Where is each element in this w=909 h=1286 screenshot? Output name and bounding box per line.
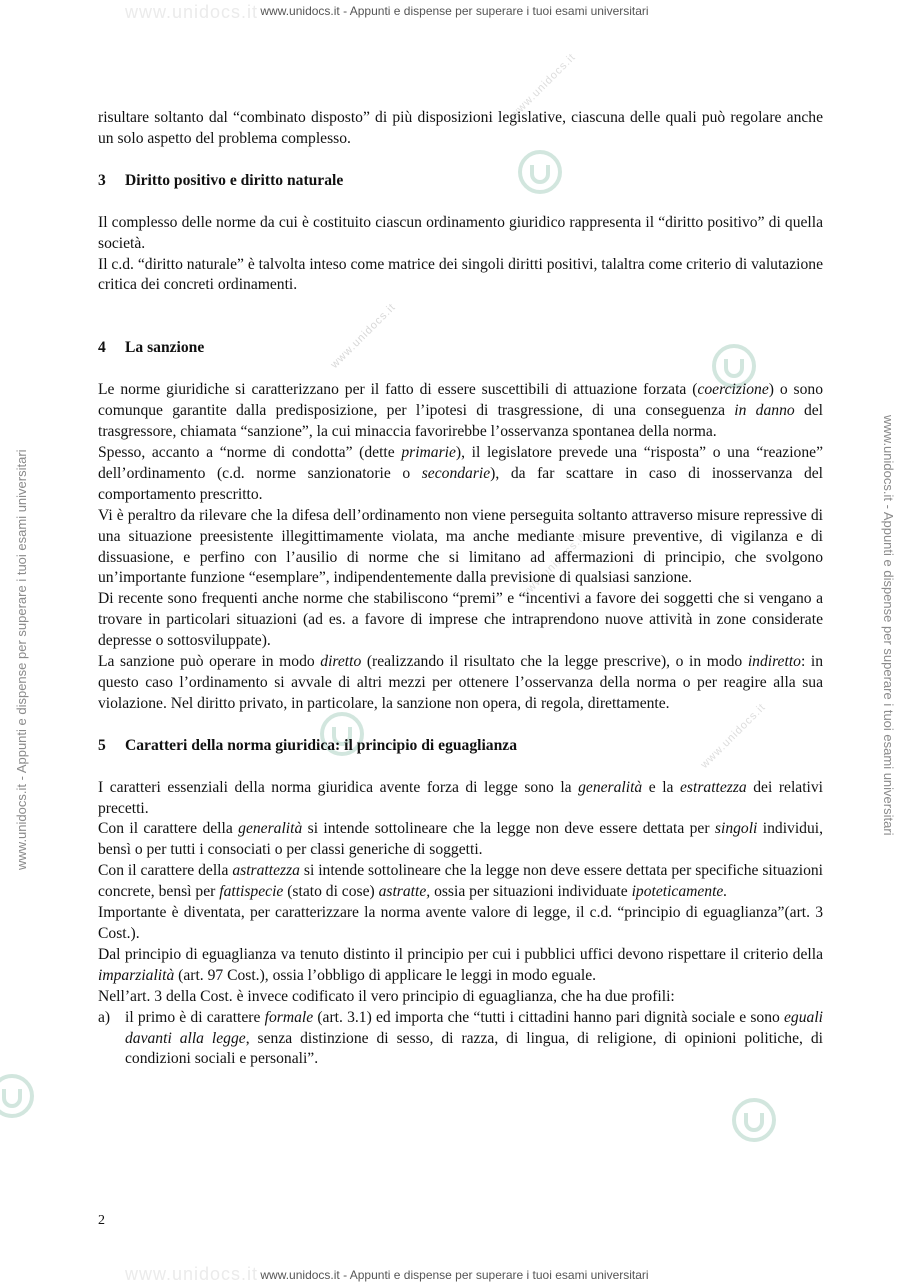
spacer [98, 715, 823, 736]
ghost-watermark: www.unidocs.it [125, 2, 259, 22]
paragraph: Il c.d. “diritto naturale” è talvolta inteso come matrice dei singoli diritti positivi, talaltra come criterio di valutazione critica dei concreti ordinamenti. [98, 255, 823, 294]
section-number: 5 [98, 736, 106, 754]
paragraph: Vi è peraltro da rilevare che la difesa dell’ordinamento non viene perseguita soltanto attraverso misure repressive di una situazione preesistente illegittimamente violata, ma anche mediante misure preventive, di vigilanza e di dissuasione, e perfino con l’ausilio di norme che si limitano ad affermazioni di principio, che svolgono un’importante funzione “esemplare”, indipendentemente dalla previsione di qualsiasi sanzione. [98, 506, 823, 587]
paragraph: I caratteri essenziali della norma giuridica avente forza di legge sono la generalità e la estrattezza dei relativi precetti. [98, 778, 823, 817]
list-item [98, 1008, 823, 1071]
section-title: Diritto positivo e diritto naturale [125, 171, 344, 189]
spacer [98, 757, 823, 778]
section-number: 4 [98, 339, 106, 357]
paragraph: Dal principio di eguaglianza va tenuto distinto il principio per cui i pubblici uffici devono rispettare il criterio della imparzialità (art. 97 Cost.), ossia l’obbligo di applicare le leggi in modo eguale. [98, 945, 823, 984]
paragraph: Di recente sono frequenti anche norme che stabiliscono “premi” e “incentivi a favore dei soggetti che si vengano a trovare in particolari situazioni (ad es. a favore di imprese che intraprendono nuove attività in zone considerate depresse o sottosviluppate). [98, 590, 823, 650]
paragraph: Nell’art. 3 della Cost. è invece codificato il vero principio di eguaglianza, che ha due profili: [98, 987, 675, 1005]
ghost-watermark: www.unidocs.it [508, 51, 579, 121]
header-watermark: www.unidocs.it - Appunti e dispense per superare i tuoi esami universitari [260, 4, 649, 18]
ghost-watermark: www.unidocs.it [328, 301, 399, 371]
section-heading [98, 171, 823, 192]
left-side-watermark: www.unidocs.it - Appunti e dispense per superare i tuoi esami universitari [14, 449, 29, 870]
list-item-text: il primo è di carattere formale (art. 3.1) ed importa che “tutti i cittadini hanno pari dignità sociale e sono eguali davanti alla legge, senza distinzione di sesso, di razza, di lingua, di religione, di opinioni politiche, di condizioni sociali e personali”. [125, 1008, 823, 1068]
principle-list [98, 1008, 823, 1071]
footer-watermark: www.unidocs.it - Appunti e dispense per superare i tuoi esami universitari [260, 1268, 649, 1282]
ghost-watermark: www.unidocs.it [125, 1264, 259, 1284]
section-heading [98, 736, 823, 757]
right-side-watermark: www.unidocs.it - Appunti e dispense per superare i tuoi esami universitari [881, 415, 896, 836]
ghost-watermark: www.unidocs.it [518, 531, 589, 601]
section-heading [98, 338, 823, 359]
paragraph: Con il carattere della astrattezza si intende sottolineare che la legge non deve essere dettata per specifiche situazioni concrete, bensì per fattispecie (stato di cose) astratte, ossia per situazioni individuate ipoteticamente. [98, 862, 823, 901]
unidocs-logo-icon [0, 1072, 36, 1120]
spacer [98, 296, 823, 338]
spacer [98, 359, 823, 380]
paragraph: Il complesso delle norme da cui è costituito ciascun ordinamento giuridico rappresenta il “diritto positivo” di quella società. [98, 213, 823, 252]
unidocs-logo-icon [730, 1096, 778, 1144]
section-number: 3 [98, 171, 106, 189]
spacer [98, 192, 823, 213]
paragraph: Importante è diventata, per caratterizzare la norma avente valore di legge, il c.d. “principio di eguaglianza”(art. 3 Cost.). [98, 904, 823, 942]
page-number: 2 [98, 1213, 105, 1228]
section-title: La sanzione [125, 339, 205, 357]
paragraph: La sanzione può operare in modo diretto (realizzando il risultato che la legge prescrive), o in modo indiretto: in questo caso l’ordinamento si avvale di altri mezzi per ottenere l’osservanza della norma o per reagire alla sua violazione. Nel diritto privato, in particolare, la sanzione non opera, di regola, direttamente. [98, 653, 823, 712]
paragraph: Con il carattere della generalità si intende sottolineare che la legge non deve essere dettata per singoli individui, bensì o per tutti i consociati o per classi generiche di soggetti. [98, 820, 823, 859]
document-body [98, 108, 823, 1070]
section-title: Caratteri della norma giuridica: il principio di eguaglianza [125, 736, 517, 754]
list-marker: a) [98, 1008, 111, 1026]
paragraph: Le norme giuridiche si caratterizzano per il fatto di essere suscettibili di attuazione forzata (coercizione) o sono comunque garantite dalla predisposizione, per l’ipotesi di trasgressione, di una conseguenza in danno del trasgressore, chiamata “sanzione”, la cui minaccia favorirebbe l’osservanza spontanea della norma. [98, 381, 823, 441]
ghost-watermark: www.unidocs.it [698, 701, 769, 771]
paragraph: Spesso, accanto a “norme di condotta” (dette primarie), il legislatore prevede una “risposta” o una “reazione” dell’ordinamento (c.d. norme sanzionatorie o secondarie), da far scattare in caso di inosservanza del comportamento prescritto. [98, 443, 824, 503]
intro-paragraph: risultare soltanto dal “combinato disposto” di più disposizioni legislative, ciascuna delle quali può regolare anche un solo aspetto del problema complesso. [98, 109, 823, 147]
spacer [98, 150, 823, 171]
